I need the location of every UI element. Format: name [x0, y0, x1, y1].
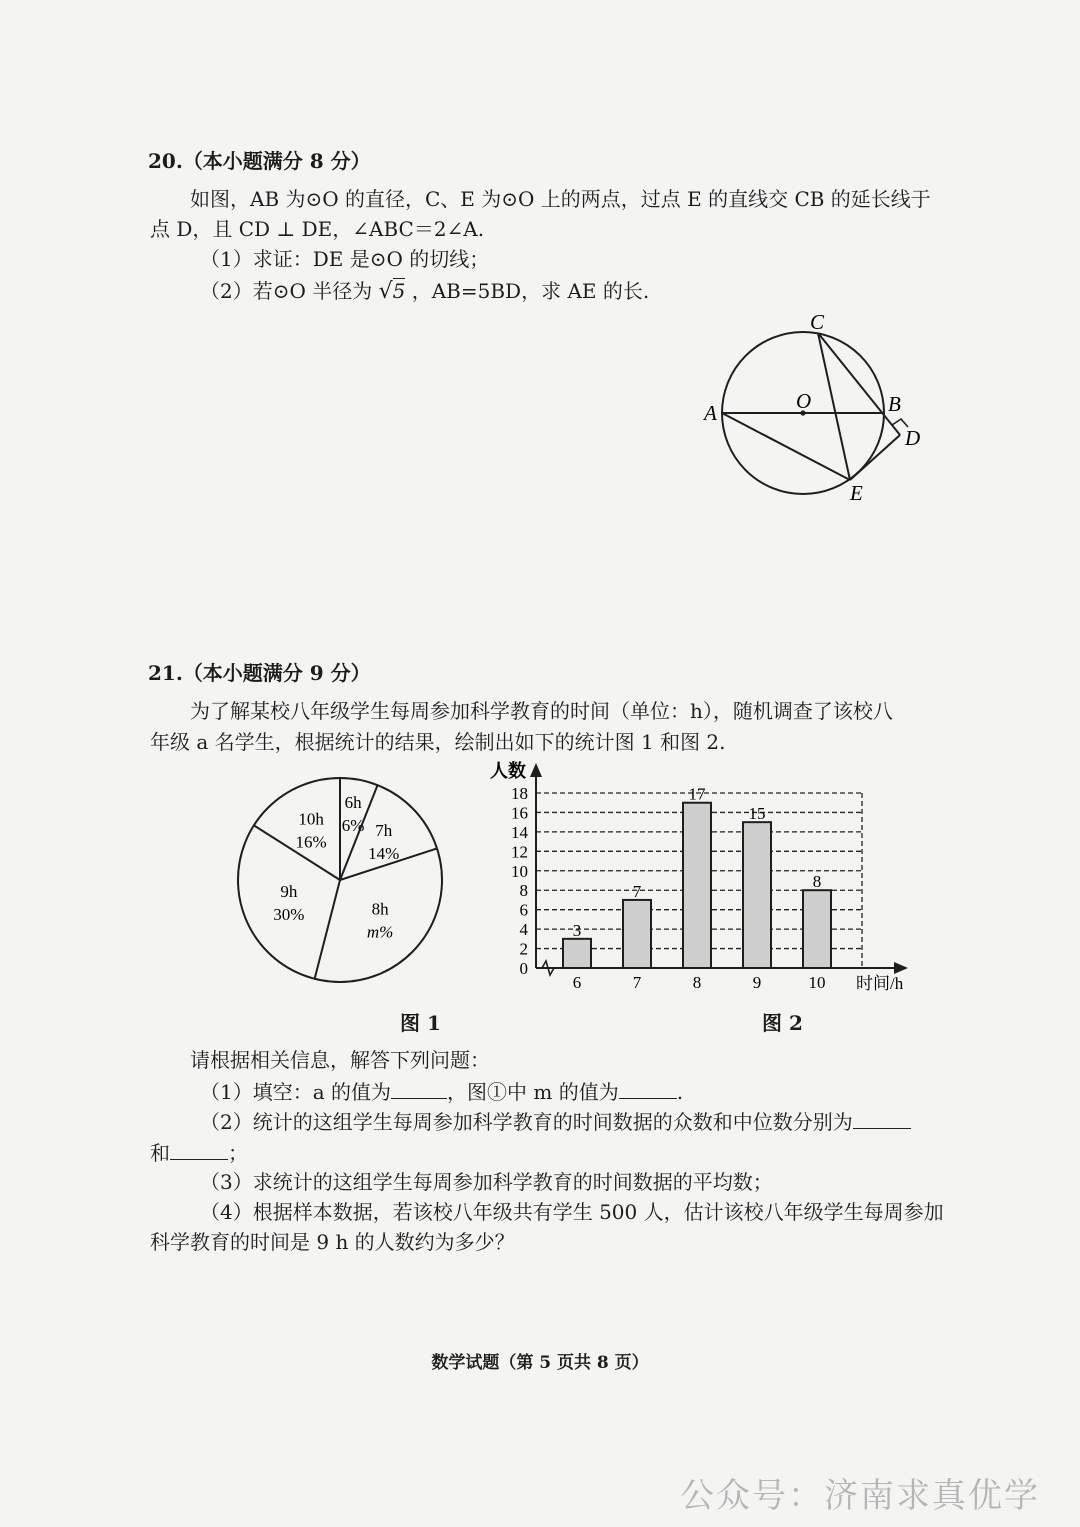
bar-ylabel: 人数: [490, 761, 526, 781]
y-tick-label: 18: [511, 784, 528, 803]
x-tick-label: 7: [632, 973, 642, 992]
fig2-caption: 图 2: [762, 1011, 803, 1035]
y-axis-arrow: [530, 763, 542, 777]
y-tick-label: 8: [519, 881, 528, 901]
answer-blank-a[interactable]: [391, 1076, 447, 1099]
fig1-caption: 图 1: [400, 1011, 441, 1035]
y-tick-label: 16: [511, 803, 528, 823]
y-tick-label: 6: [519, 900, 528, 920]
y-tick-label: 2: [519, 939, 528, 959]
label-b: B: [888, 392, 901, 416]
label-c: C: [810, 310, 825, 334]
pie-chart: [230, 770, 450, 990]
bar: [623, 900, 651, 968]
bar: [683, 803, 711, 968]
q20-line2: 点 D，且 CD ⊥ DE，∠ABC＝2∠A.: [150, 217, 485, 241]
pie-slice-boundary: [315, 880, 340, 979]
y-tick-label: 14: [511, 822, 528, 842]
pie-slice-label: 9h: [280, 882, 298, 902]
circle-figure: [690, 305, 940, 505]
answer-blank-m[interactable]: [619, 1076, 677, 1099]
pie-slice-percent: m%: [366, 922, 394, 942]
answer-blank-mode[interactable]: [853, 1106, 911, 1129]
pie-slice-percent: 14%: [368, 843, 400, 863]
q21-intro2: 年级 a 名学生，根据统计的结果，绘制出如下的统计图 1 和图 2.: [150, 730, 726, 754]
page-footer: 数学试题（第 5 页共 8 页）: [431, 1353, 649, 1373]
y-tick-label: 4: [519, 920, 528, 940]
x-tick-label: 6: [572, 973, 582, 992]
segment-ae: [722, 413, 850, 480]
x-tick-label: 8: [692, 973, 702, 992]
q20-line1: 如图，AB 为⊙O 的直径，C、E 为⊙O 上的两点，过点 E 的直线交 CB 的延长线于: [190, 187, 931, 211]
q20-part2-start: （2）若⊙O 半径为: [200, 279, 373, 303]
bar-data-label: 7: [632, 881, 642, 901]
q21-part1: [200, 1076, 683, 1107]
segment-ce: [818, 333, 850, 480]
q21-heading: 21.（本小题满分 9 分）: [148, 661, 371, 685]
q21-part4-line1: （4）根据样本数据，若该校八年级共有学生 500 人，估计该校八年级学生每周参加: [200, 1200, 944, 1224]
label-o: O: [796, 389, 812, 413]
y-tick-label: 10: [511, 861, 528, 881]
q21-p2-text-b: 和: [150, 1141, 170, 1165]
q21-p1-text-b: ，图①中 m 的值为: [447, 1080, 619, 1104]
bar-data-label: 15: [748, 804, 766, 824]
pie-slice-percent: 30%: [273, 905, 305, 925]
x-axis-arrow: [894, 962, 908, 974]
q21-part2: [200, 1106, 911, 1137]
x-tick-label: 10: [808, 973, 826, 992]
label-d: D: [905, 426, 921, 450]
y-tick-label: 12: [511, 842, 528, 862]
bar-xlabel: 时间/h: [856, 974, 904, 993]
watermark: 公众号：济南求真优学: [680, 1476, 1040, 1516]
q20-part2: [200, 276, 649, 307]
x-tick-label: 9: [752, 973, 762, 992]
pie-slice-label: 7h: [375, 820, 393, 840]
bar: [743, 822, 771, 968]
bar-data-label: 17: [688, 784, 706, 804]
q21-p1-text-c: .: [676, 1080, 684, 1104]
label-a: A: [704, 401, 717, 425]
q21-part2-cont: [150, 1137, 248, 1168]
label-e: E: [850, 481, 863, 505]
q20-heading: 20.（本小题满分 8 分）: [148, 149, 371, 173]
bar: [563, 939, 591, 968]
pie-slice-percent: 16%: [295, 832, 327, 852]
q21-part3: （3）求统计的这组学生每周参加科学教育的时间数据的平均数；: [200, 1170, 773, 1194]
bar-chart: [480, 755, 920, 1005]
q21-prompt: 请根据相关信息，解答下列问题：: [190, 1048, 490, 1072]
sqrt-radical: √: [378, 279, 393, 304]
bar-data-label: 8: [812, 872, 822, 892]
pie-slice-label: 6h: [344, 793, 362, 813]
segment-ed: [850, 435, 900, 480]
q21-p1-text-a: （1）填空：a 的值为: [200, 1080, 392, 1104]
pie-slice-label: 8h: [371, 899, 389, 919]
q21-part4-line2: 科学教育的时间是 9 h 的人数约为多少？: [150, 1230, 515, 1254]
bar: [803, 890, 831, 968]
q21-p2-text-a: （2）统计的这组学生每周参加科学教育的时间数据的众数和中位数分别为: [200, 1110, 853, 1134]
pie-slice-label: 10h: [298, 809, 324, 829]
answer-blank-median[interactable]: [170, 1137, 228, 1160]
y-tick-label: 0: [519, 959, 528, 978]
bar-data-label: 3: [572, 920, 582, 940]
pie-slice-percent: 6%: [341, 816, 365, 836]
q21-intro1: 为了解某校八年级学生每周参加科学教育的时间（单位：h），随机调查了该校八: [190, 699, 893, 723]
q20-part1: （1）求证：DE 是⊙O 的切线；: [200, 247, 490, 271]
segment-cd: [818, 333, 900, 435]
sqrt-radicand: 5: [392, 279, 406, 303]
q21-p2-text-c: ；: [228, 1141, 248, 1165]
q20-part2-end: ，AB=5BD，求 AE 的长.: [411, 279, 650, 303]
